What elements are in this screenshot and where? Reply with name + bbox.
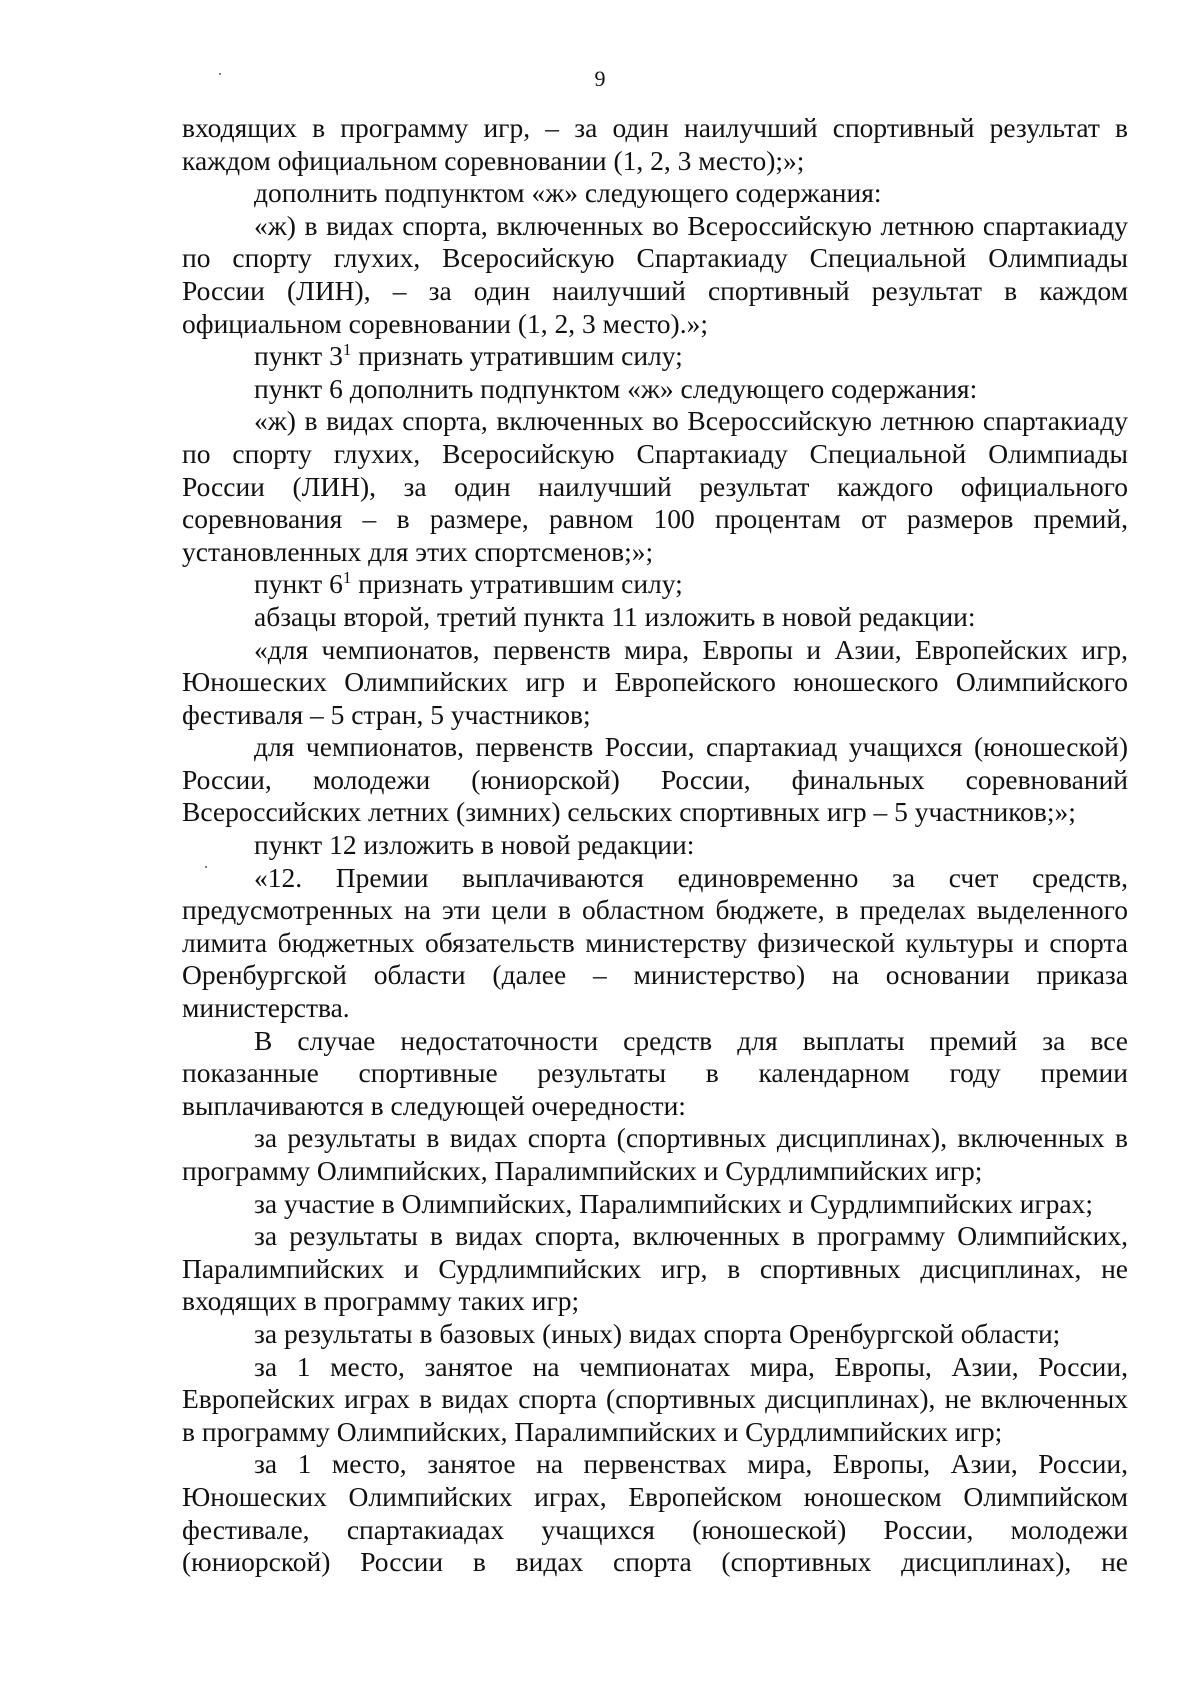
text-line: министерства. <box>182 992 350 1024</box>
text-line: пункт 12 изложить в новой редакции: <box>254 829 695 861</box>
scan-speck <box>219 73 221 75</box>
text-line: за результаты в видах спорта, включенных в программу Олимпийских, <box>254 1220 1128 1252</box>
text-line: «для чемпионатов, первенств мира, Европы и Азии, Европейских игр, <box>254 633 1128 665</box>
text-line: Оренбургской области (далее – министерство) на основании приказа <box>182 959 1128 991</box>
text-line: за участие в Олимпийских, Паралимпийских и Сурдлимпийских играх; <box>254 1187 1094 1219</box>
page-number: 9 <box>594 66 606 91</box>
text-line: за результаты в базовых (иных) видах спорта Оренбургской области; <box>254 1317 1061 1349</box>
text-line: соревнования – в размере, равном 100 процентам от размеров премий, <box>182 503 1128 535</box>
text-line: Всероссийских летних (зимних) сельских спортивных игр – 5 участников;»; <box>182 796 1076 828</box>
text-line: Юношеских Олимпийских игр и Европейского юношеского Олимпийского <box>182 666 1128 698</box>
text-line: Паралимпийских и Сурдлимпийских игр, в спортивных дисциплинах, не <box>182 1252 1128 1284</box>
text-line: России, молодежи (юниорской) России, финальных соревнований <box>182 763 1128 795</box>
text-line: Европейских играх в видах спорта (спортивных дисциплинах), не включенных <box>182 1383 1128 1415</box>
text-segment: признать утратившим силу; <box>351 568 683 600</box>
superscript: 1 <box>342 568 352 588</box>
text-line: выплачиваются в следующей очередности: <box>182 1089 686 1121</box>
text-line: Юношеских Олимпийских играх, Европейском юношеском Олимпийском <box>182 1480 1128 1512</box>
text-line: фестиваля – 5 стран, 5 участников; <box>182 698 591 730</box>
text-line: (юниорской) России в видах спорта (спортивных дисциплинах), не <box>182 1546 1128 1578</box>
text-line: России (ЛИН), за один наилучший результат каждого официального <box>182 470 1128 502</box>
text-segment: пункт 3 <box>254 340 343 372</box>
text-line: «12. Премии выплачиваются единовременно за счет средств, <box>254 861 1128 893</box>
text-segment: признать утратившим силу; <box>351 340 683 372</box>
text-line: предусмотренных на эти цели в областном бюджете, в пределах выделенного <box>182 894 1128 926</box>
superscript: 1 <box>342 340 352 359</box>
text-line: пункт 6 дополнить подпунктом «ж» следующего содержания: <box>254 372 978 404</box>
text-line: входящих в программу игр, – за один наилучший спортивный результат в <box>182 112 1128 143</box>
text-line: фестивале, спартакиадах учащихся (юношеской) России, молодежи <box>182 1513 1128 1545</box>
text-line: для чемпионатов, первенств России, спартакиад учащихся (юношеской) <box>254 731 1128 763</box>
text-line: России (ЛИН), – за один наилучший спортивный результат в каждом <box>182 274 1128 306</box>
text-line: установленных для этих спортсменов;»; <box>182 535 654 567</box>
text-line: дополнить подпунктом «ж» следующего содержания: <box>254 177 882 209</box>
document-body <box>182 112 1128 1579</box>
text-line: по спорту глухих, Всеросийскую Спартакиаду Специальной Олимпиады <box>182 242 1128 274</box>
text-line: каждом официальном соревновании (1, 2, 3 место);»; <box>182 144 805 176</box>
text-line: входящих в программу таких игр; <box>182 1285 580 1317</box>
text-line: «ж) в видах спорта, включенных во Всероссийскую летнюю спартакиаду <box>254 405 1128 437</box>
text-line: «ж) в видах спорта, включенных во Всероссийскую летнюю спартакиаду <box>254 209 1128 241</box>
text-line: абзацы второй, третий пункта 11 изложить в новой редакции: <box>254 600 976 632</box>
text-line: за 1 место, занятое на чемпионатах мира, Европы, Азии, России, <box>254 1350 1128 1382</box>
text-line <box>182 568 1128 601</box>
text-line: в программу Олимпийских, Паралимпийских и Сурдлимпийских игр; <box>182 1415 1003 1447</box>
text-line: программу Олимпийских, Паралимпийских и Сурдлимпийских игр; <box>182 1155 983 1186</box>
text-line <box>182 340 1128 373</box>
text-line: по спорту глухих, Всеросийскую Спартакиаду Специальной Олимпиады <box>182 437 1128 469</box>
text-line: В случае недостаточности средств для выплаты премий за все <box>254 1024 1128 1056</box>
text-line: показанные спортивные результаты в календарном году премии <box>182 1057 1128 1089</box>
text-line: официальном соревновании (1, 2, 3 место).»; <box>182 307 708 339</box>
text-line: за результаты в видах спорта (спортивных дисциплинах), включенных в <box>254 1122 1128 1154</box>
text-segment: пункт 6 <box>254 568 343 600</box>
text-line: за 1 место, занятое на первенствах мира, Европы, Азии, России, <box>254 1448 1128 1480</box>
text-line: лимита бюджетных обязательств министерству физической культуры и спорта <box>182 926 1128 958</box>
